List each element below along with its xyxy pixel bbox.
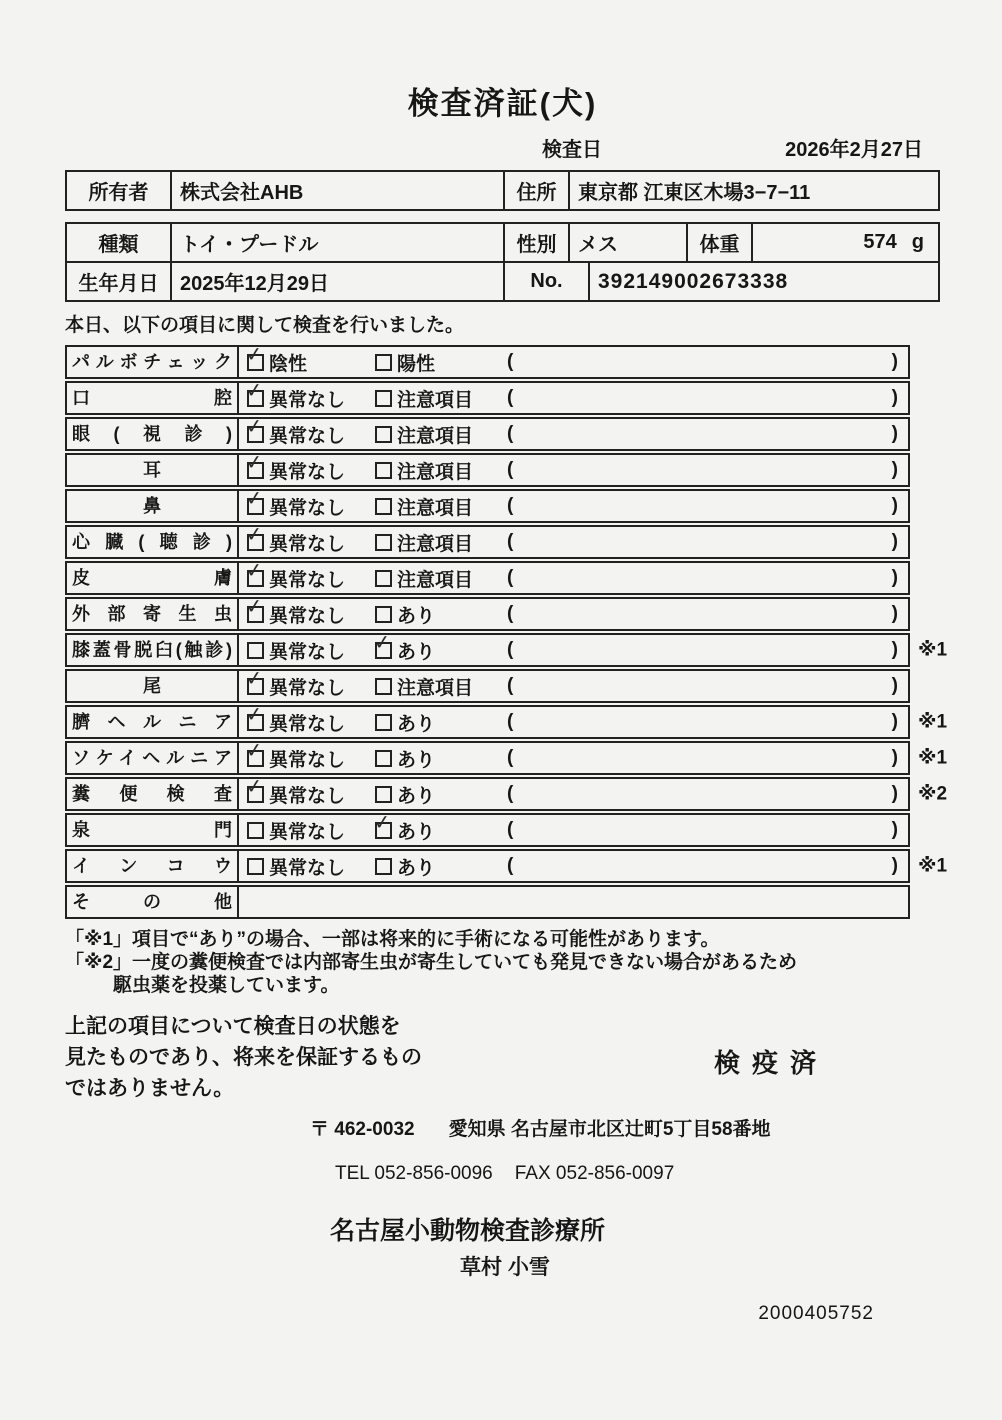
inspection-option: [375, 565, 507, 592]
option-label: あり: [397, 713, 436, 735]
inspection-row-content: [239, 851, 908, 881]
checkbox-checked-icon: [244, 702, 264, 731]
option-label: 異常なし: [269, 749, 346, 771]
inspection-row-content: [239, 738, 908, 773]
inspection-row: [65, 594, 910, 631]
inspection-option: [244, 774, 375, 808]
checkbox-unchecked-icon: [375, 714, 392, 731]
option-label: 注意項目: [397, 497, 474, 519]
option-label: 注意項目: [397, 569, 474, 591]
disclaimer-line: 上記の項目について検査日の状態を: [65, 1015, 401, 1038]
findings-paren-close: ): [891, 783, 898, 804]
inspection-option: [375, 709, 507, 736]
inspection-option: [375, 781, 507, 808]
checkbox-unchecked-icon: [375, 678, 392, 695]
inspection-option: [247, 853, 375, 880]
checkbox-checked-icon: [244, 450, 264, 479]
inspection-row: [65, 414, 910, 451]
inspection-item-label: 皮膚: [67, 563, 239, 593]
inspection-item-label: インコウ: [67, 851, 239, 881]
weight-label: 体重: [688, 224, 753, 261]
checkbox-unchecked-icon: [247, 642, 264, 659]
inspection-item-label: その他: [67, 887, 239, 917]
option-label: 陽性: [397, 353, 436, 375]
inspection-row-content: [239, 630, 908, 665]
serial-number: 2000405752: [758, 1303, 874, 1324]
weight-value: 574: [863, 231, 897, 253]
inspection-option: [244, 378, 375, 412]
option-label: 異常なし: [269, 569, 346, 591]
inspection-row: [65, 522, 910, 559]
inspection-row-content: [239, 666, 908, 701]
weight-cell: [753, 224, 938, 261]
inspection-row: [65, 450, 910, 487]
birthdate-label: 生年月日: [67, 263, 172, 300]
findings-paren-close: ): [891, 567, 898, 588]
inspection-row: [65, 378, 910, 415]
inspection-option: [372, 810, 507, 844]
checkbox-unchecked-icon: [375, 498, 392, 515]
findings-paren-close: ): [891, 351, 898, 372]
option-label: 注意項目: [397, 389, 474, 411]
checkbox-unchecked-icon: [375, 750, 392, 767]
birthdate-value: 2025年12月29日: [172, 263, 505, 300]
inspection-option: [375, 745, 507, 772]
inspection-row: [65, 342, 910, 379]
inspection-row-content: [239, 887, 908, 917]
breed-row: [67, 224, 938, 261]
check-mark: ✓: [372, 630, 392, 655]
inspection-item-label: 泉門: [67, 815, 239, 845]
disclaimer: [65, 1011, 940, 1104]
inspection-item-label: 心臓(聴診): [67, 527, 239, 557]
checkbox-unchecked-icon: [375, 354, 392, 371]
findings-paren-close: ): [891, 603, 898, 624]
inspection-item-label: ソケイヘルニア: [67, 743, 239, 773]
inspection-row: [65, 774, 948, 811]
findings-paren-open: (: [507, 711, 514, 732]
checkbox-unchecked-icon: [247, 858, 264, 875]
check-mark: ✓: [244, 558, 264, 583]
inspection-option: [244, 738, 375, 772]
findings-paren-close: ): [891, 459, 898, 480]
birth-row: [67, 261, 938, 300]
inspection-item-label: 外部寄生虫: [67, 599, 239, 629]
findings-paren-close: ): [891, 423, 898, 444]
option-label: あり: [397, 641, 436, 663]
veterinarian-name: 草村 小雪: [460, 1256, 550, 1279]
option-label: 異常なし: [269, 389, 346, 411]
findings-paren-open: (: [507, 387, 514, 408]
findings-paren-open: (: [507, 495, 514, 516]
inspection-option: [244, 342, 375, 376]
row-note-mark: ※1: [918, 747, 948, 769]
inspection-option: [244, 702, 375, 736]
inspection-item-label: 膝蓋骨脱臼(触診): [67, 635, 239, 665]
checkbox-checked-icon: [244, 486, 264, 515]
row-note-mark: ※1: [918, 855, 948, 877]
option-label: 異常なし: [269, 605, 346, 627]
inspection-option: [375, 673, 507, 700]
row-note-mark: ※1: [918, 711, 948, 733]
inspection-option: [375, 385, 507, 412]
checkbox-checked-icon: [244, 522, 264, 551]
option-label: 異常なし: [269, 497, 346, 519]
inspection-row: [65, 558, 910, 595]
postal-code: 〒 462-0032: [310, 1119, 415, 1140]
option-label: あり: [397, 857, 436, 879]
breed-value: トイ・プードル: [172, 224, 505, 261]
findings-paren-open: (: [507, 351, 514, 372]
findings-paren-open: (: [507, 783, 514, 804]
inspection-item-label: 糞便検査: [67, 779, 239, 809]
inspection-row: [65, 738, 948, 775]
inspection-option: [375, 349, 507, 376]
inspection-row-content: [239, 450, 908, 485]
clinic-tel-line: [335, 1163, 940, 1185]
exam-date-value: 2026年2月27日: [785, 139, 923, 161]
checkbox-checked-icon: [372, 630, 392, 659]
option-label: 異常なし: [269, 533, 346, 555]
check-mark: ✓: [372, 810, 392, 835]
checkbox-unchecked-icon: [375, 858, 392, 875]
checkbox-unchecked-icon: [375, 462, 392, 479]
inspection-row-content: [239, 522, 908, 557]
inspection-row-content: [239, 342, 908, 377]
inspection-table: [65, 342, 948, 919]
inspection-option: [244, 450, 375, 484]
option-label: 異常なし: [269, 641, 346, 663]
findings-paren-open: (: [507, 423, 514, 444]
check-mark: ✓: [244, 450, 264, 475]
number-label: No.: [505, 263, 590, 300]
checkbox-unchecked-icon: [375, 606, 392, 623]
option-label: 異常なし: [269, 713, 346, 735]
inspection-option: [244, 594, 375, 628]
checkbox-unchecked-icon: [375, 570, 392, 587]
intro-text: 本日、以下の項目に関して検査を行いました。: [65, 315, 465, 336]
inspection-row-content: [239, 558, 908, 593]
option-label: 注意項目: [397, 533, 474, 555]
findings-paren-open: (: [507, 567, 514, 588]
findings-paren-close: ): [891, 819, 898, 840]
inspection-row-content: [239, 774, 908, 809]
option-label: あり: [397, 785, 436, 807]
inspection-row: [65, 630, 948, 667]
inspection-row: [65, 666, 910, 703]
inspection-row: [65, 849, 948, 883]
option-label: 異常なし: [269, 425, 346, 447]
inspection-row: [65, 486, 910, 523]
findings-paren-open: (: [507, 747, 514, 768]
inspection-item-label: パルボチェック: [67, 347, 239, 377]
checkbox-unchecked-icon: [375, 786, 392, 803]
option-label: 異常なし: [269, 677, 346, 699]
check-mark: ✓: [244, 342, 264, 367]
checkbox-checked-icon: [244, 378, 264, 407]
inspection-row-content: [239, 414, 908, 449]
checkbox-unchecked-icon: [247, 822, 264, 839]
check-mark: ✓: [244, 414, 264, 439]
row-note-mark: ※2: [918, 783, 948, 805]
findings-paren-open: (: [507, 639, 514, 660]
owner-label: 所有者: [67, 172, 172, 209]
inspection-row-content: [239, 594, 908, 629]
option-label: 異常なし: [269, 857, 346, 879]
check-mark: ✓: [244, 522, 264, 547]
footnote-line: 駆虫薬を投薬しています。: [113, 975, 340, 996]
weight-unit: g: [911, 231, 924, 253]
checkbox-unchecked-icon: [375, 534, 392, 551]
findings-paren-close: ): [891, 495, 898, 516]
checkbox-unchecked-icon: [375, 390, 392, 407]
option-label: あり: [397, 821, 436, 843]
check-mark: ✓: [244, 738, 264, 763]
findings-paren-open: (: [507, 459, 514, 480]
inspection-row-content: [239, 702, 908, 737]
findings-paren-close: ): [891, 747, 898, 768]
inspection-option: [375, 853, 507, 880]
findings-paren-close: ): [891, 855, 898, 876]
footnote-line: 「※2」一度の糞便検査では内部寄生虫が寄生していても発見できない場合があるため: [65, 952, 798, 973]
check-mark: ✓: [244, 486, 264, 511]
option-label: 注意項目: [397, 677, 474, 699]
inspection-option: [244, 522, 375, 556]
pet-info-table: [65, 222, 940, 302]
inspection-option: [247, 817, 375, 844]
inspection-option: [244, 414, 375, 448]
inspection-option: [375, 421, 507, 448]
inspection-option: [375, 493, 507, 520]
findings-paren-open: (: [507, 855, 514, 876]
inspection-item-label: 耳: [67, 455, 239, 485]
inspection-option: [247, 637, 375, 664]
number-value: 392149002673338: [598, 269, 789, 293]
checkbox-checked-icon: [372, 810, 392, 839]
quarantine-passed-stamp: 検疫済: [713, 1048, 828, 1078]
check-mark: ✓: [244, 378, 264, 403]
inspection-row-content: [239, 486, 908, 521]
checkbox-checked-icon: [244, 774, 264, 803]
findings-paren-close: ): [891, 711, 898, 732]
findings-paren-close: ): [891, 531, 898, 552]
option-label: あり: [397, 749, 436, 771]
checkbox-checked-icon: [244, 558, 264, 587]
inspection-row-content: [239, 810, 908, 845]
inspection-option: [372, 630, 507, 664]
findings-paren-open: (: [507, 675, 514, 696]
address-label: 住所: [505, 172, 570, 209]
findings-paren-open: (: [507, 819, 514, 840]
option-label: 異常なし: [269, 785, 346, 807]
option-label: 注意項目: [397, 425, 474, 447]
clinic-tel: TEL 052-856-0096: [335, 1163, 493, 1184]
owner-table: [65, 170, 940, 211]
owner-value: 株式会社AHB: [172, 172, 505, 209]
inspection-row-content: [239, 378, 908, 413]
footnotes: [65, 928, 940, 997]
page-title: 検査済証(犬): [407, 86, 598, 121]
clinic-address: 愛知県 名古屋市北区辻町5丁目58番地: [448, 1119, 771, 1140]
findings-paren-close: ): [891, 387, 898, 408]
check-mark: ✓: [244, 774, 264, 799]
exam-date-row: [65, 138, 940, 162]
inspection-option: [244, 486, 375, 520]
findings-paren-close: ): [891, 639, 898, 660]
inspection-item-label: 尾: [67, 671, 239, 701]
inspection-option: [375, 529, 507, 556]
disclaimer-line: ではありません。: [65, 1077, 235, 1100]
footnote-line: 「※1」項目で“あり”の場合、一部は将来的に手術になる可能性があります。: [65, 929, 720, 950]
option-label: 陰性: [269, 353, 308, 375]
checkbox-unchecked-icon: [375, 426, 392, 443]
inspection-item-label: 眼(視診): [67, 419, 239, 449]
checkbox-checked-icon: [244, 594, 264, 623]
findings-paren-close: ): [891, 675, 898, 696]
inspection-option: [375, 457, 507, 484]
checkbox-checked-icon: [244, 342, 264, 371]
inspection-row: [65, 885, 910, 919]
option-label: 異常なし: [269, 461, 346, 483]
check-mark: ✓: [244, 594, 264, 619]
inspection-item-label: 鼻: [67, 491, 239, 521]
inspection-option: [375, 601, 507, 628]
inspection-item-label: 口腔: [67, 383, 239, 413]
sex-label: 性別: [505, 224, 570, 261]
findings-paren-open: (: [507, 531, 514, 552]
disclaimer-line: 見たものであり、将来を保証するもの: [65, 1046, 422, 1069]
address-value: 東京都 江東区木場3−7−11: [578, 182, 811, 204]
checkbox-checked-icon: [244, 666, 264, 695]
exam-date-label: 検査日: [542, 139, 602, 161]
clinic-fax: FAX 052-856-0097: [514, 1163, 675, 1184]
row-note-mark: ※1: [918, 639, 948, 661]
option-label: あり: [397, 605, 436, 627]
check-mark: ✓: [244, 666, 264, 691]
inspection-row: [65, 810, 910, 847]
inspection-row: [65, 702, 948, 739]
findings-paren-open: (: [507, 603, 514, 624]
breed-label: 種類: [67, 224, 172, 261]
check-mark: ✓: [244, 702, 264, 727]
sex-value: メス: [570, 224, 688, 261]
option-label: 注意項目: [397, 461, 474, 483]
checkbox-checked-icon: [244, 414, 264, 443]
option-label: 異常なし: [269, 821, 346, 843]
inspection-item-label: 臍ヘルニア: [67, 707, 239, 737]
inspection-option: [244, 558, 375, 592]
inspection-option: [244, 666, 375, 700]
checkbox-checked-icon: [244, 738, 264, 767]
clinic-name: 名古屋小動物検査診療所: [330, 1217, 606, 1245]
owner-row: [67, 172, 938, 209]
clinic-postal-line: [310, 1114, 940, 1141]
